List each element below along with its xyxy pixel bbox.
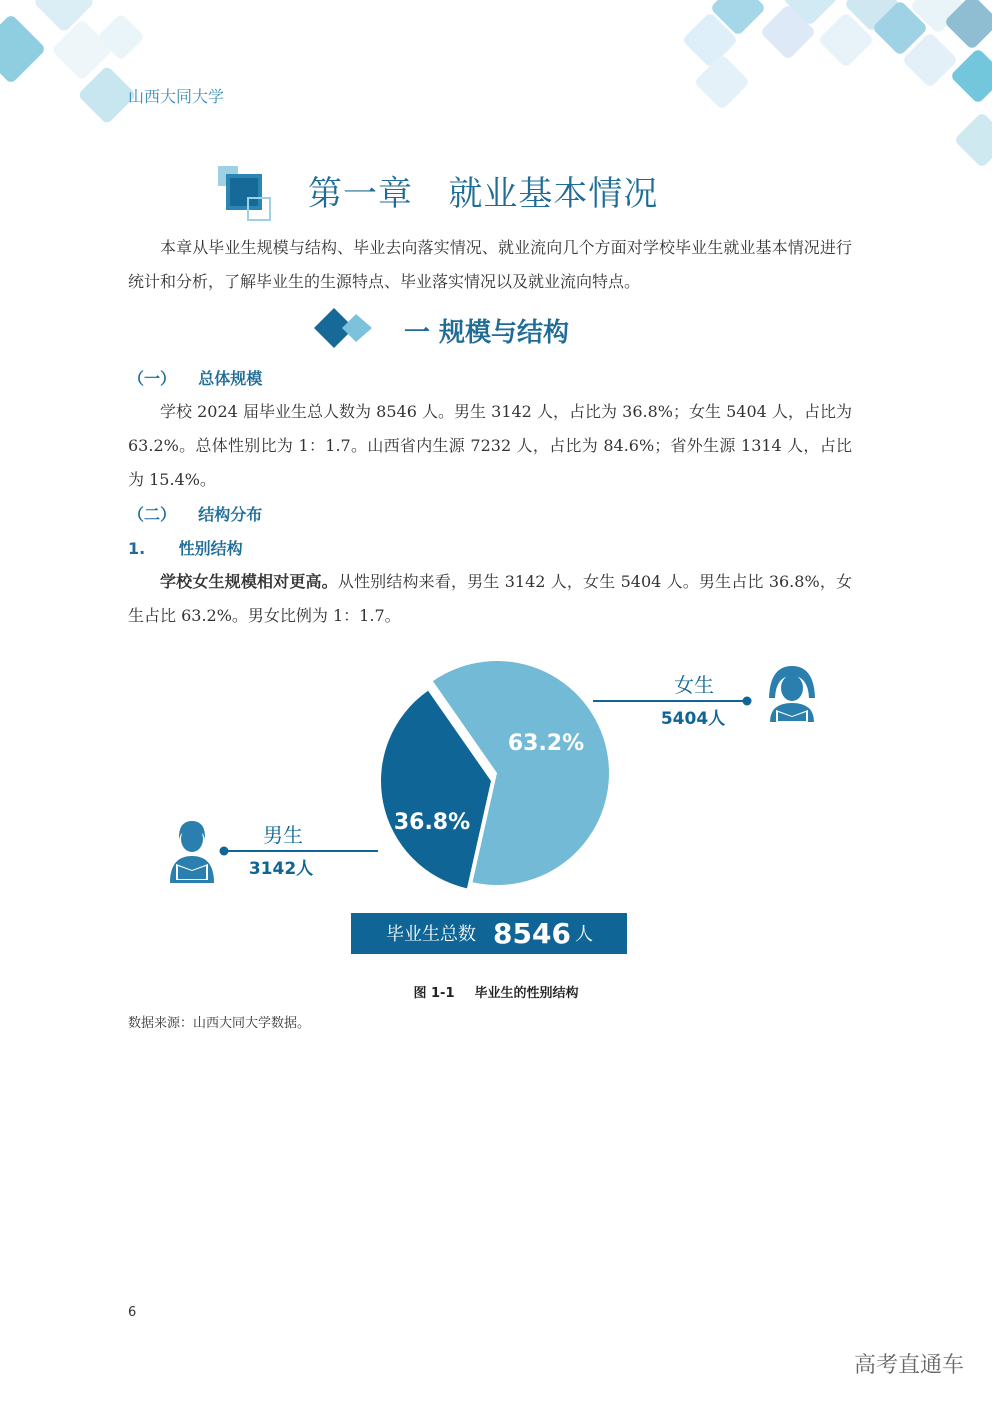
diamond-icon: [312, 306, 378, 350]
male-percent-label: 36.8%: [393, 810, 471, 835]
figure-number: 图 1-1: [413, 986, 455, 1001]
male-count-label: 3142人: [248, 859, 314, 879]
male-callout-dot: [220, 847, 229, 856]
watermark-text: 高考直通车: [853, 1353, 964, 1378]
male-student-icon: [170, 821, 214, 883]
overall-scale-paragraph: 学校 2024 届毕业生总人数为 8546 人。男生 3142 人，占比为 36.8%；女生 5404 人，占比为 63.2%。总体性别比为 1：1.7。山西省内生源 7232 人，占比为 84.6%；省外生源 1314 人，占比为 15.4%。: [128, 402, 852, 489]
total-label: 毕业生总数: [386, 924, 476, 945]
highlight-text: 学校女生规模相对更高。: [160, 572, 338, 591]
female-student-icon: [769, 666, 815, 722]
subsection-title: （二） 结构分布: [128, 505, 263, 524]
female-percent-label: 63.2%: [507, 731, 585, 756]
chapter-title: 第一章 就业基本情况: [308, 174, 659, 214]
figure-caption: [0, 982, 992, 1001]
intro-paragraph: 本章从毕业生规模与结构、毕业去向落实情况、就业流向几个方面对学校毕业生就业基本情况进行统计和分析，了解毕业生的生源特点、毕业落实情况以及就业流向特点。: [128, 238, 852, 291]
subsection-title: 1. 性别结构: [128, 539, 243, 558]
female-callout-dot: [743, 697, 752, 706]
gender-pie-chart: [0, 640, 992, 980]
page-number: 6: [128, 1305, 137, 1320]
section-title: 一 规模与结构: [404, 318, 570, 348]
decorative-tile: [694, 54, 751, 111]
male-legend-label: 男生: [263, 823, 303, 847]
figure-title: 毕业生的性别结构: [474, 986, 579, 1001]
female-count-label: 5404人: [660, 709, 726, 729]
female-legend-label: 女生: [674, 673, 714, 697]
decorative-tile: [0, 14, 46, 85]
chapter-square-icon: [218, 166, 274, 222]
body-text: 从性别结构来看，男生 3142 人，女生 5404 人。男生占比 36.8%，女生占比 63.2%。男女比例为 1：1.7。: [128, 572, 852, 625]
gender-structure-paragraph: [128, 565, 852, 633]
total-value: 8546: [493, 917, 571, 950]
total-unit: 人: [575, 924, 593, 945]
decorative-tile: [954, 112, 992, 169]
decorative-tile: [950, 48, 992, 105]
university-header: 山西大同大学: [128, 87, 225, 106]
subsection-title: （一） 总体规模: [128, 369, 263, 388]
data-source-note: 数据来源：山西大同大学数据。: [128, 1016, 311, 1031]
